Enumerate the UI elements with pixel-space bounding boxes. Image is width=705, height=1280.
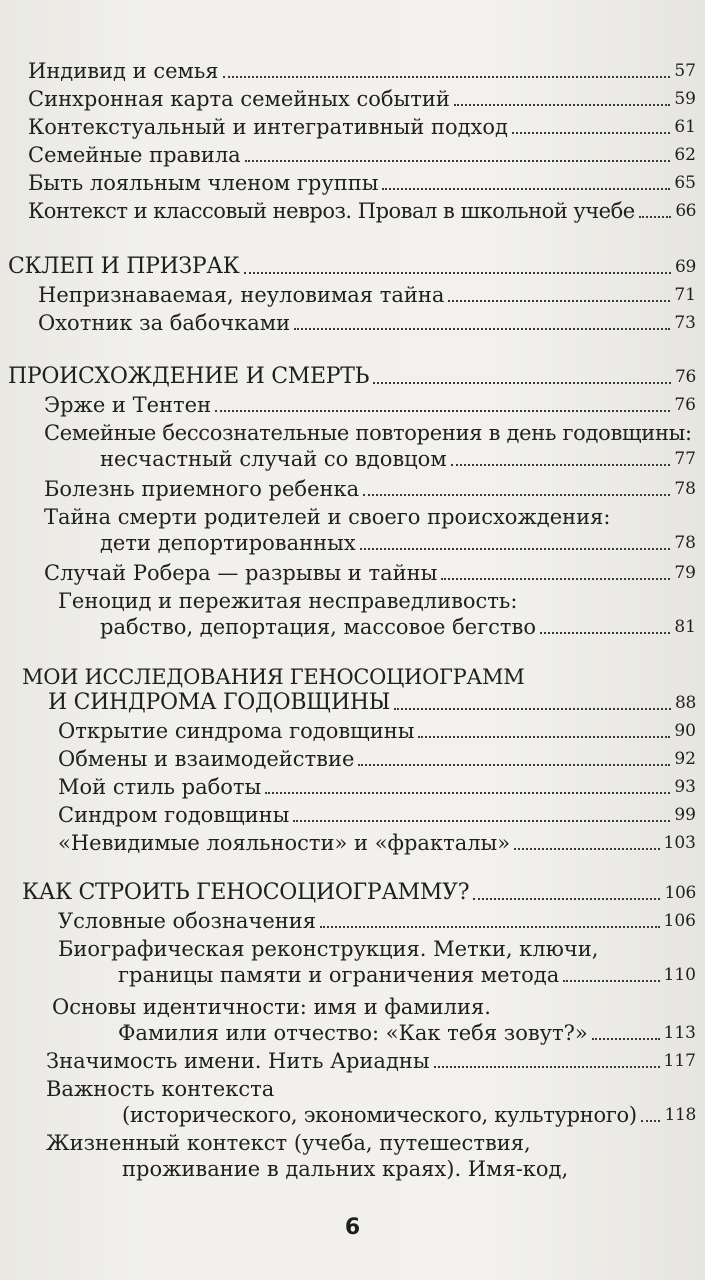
toc-section-heading: СКЛЕП И ПРИЗРАК 69 xyxy=(8,254,696,279)
toc-entry: Мой стиль работы 93 xyxy=(58,775,696,799)
toc-entry: Открытие синдрома годовщины 90 xyxy=(58,719,696,743)
toc-entry: Болезнь приемного ребенка 78 xyxy=(44,477,696,501)
toc-entry: Охотник за бабочками 73 xyxy=(38,311,696,335)
toc-entry: Условные обозначения 106 xyxy=(58,909,696,933)
toc-entry-first-line: Тайна смерти родителей и своего происхождения: xyxy=(44,505,611,529)
toc-entry: Эрже и Тентен 76 xyxy=(44,393,696,417)
toc-entry: Индивид и семья 57 xyxy=(28,59,696,83)
toc-entry: Непризнаваемая, неуловимая тайна 71 xyxy=(38,283,696,307)
toc-entry-second-line: проживание в дальних краях). Имя-код, xyxy=(122,1157,569,1181)
toc-entry: несчастный случай со вдовцом 77 xyxy=(100,447,696,471)
toc-entry: Синдром годовщины 99 xyxy=(58,803,696,827)
toc-section-heading-continued: И СИНДРОМА ГОДОВЩИНЫ 88 xyxy=(48,690,696,715)
toc-entry-first-line: Семейные бессознательные повторения в день годовщины: xyxy=(44,421,692,445)
toc-section-heading: МОИ ИССЛЕДОВАНИЯ ГЕНОСОЦИОГРАММ xyxy=(22,665,525,689)
toc-section-heading: ПРОИСХОЖДЕНИЕ И СМЕРТЬ 76 xyxy=(8,364,696,389)
toc-entry: Случай Робера — разрывы и тайны 79 xyxy=(44,561,696,585)
toc-entry: Контекст и классовый невроз. Провал в школьной учебе 66 xyxy=(28,199,696,223)
toc-entry: рабство, депортация, массовое бегство 81 xyxy=(100,615,696,639)
toc-entry: дети депортированных 78 xyxy=(100,531,696,555)
toc-entry: Значимость имени. Нить Ариадны 117 xyxy=(46,1049,696,1073)
toc-entry: Семейные правила 62 xyxy=(28,143,696,167)
toc-entry-first-line: Геноцид и пережитая несправедливость: xyxy=(58,589,518,613)
page-number: 6 xyxy=(344,1215,361,1240)
toc-section-heading: КАК СТРОИТЬ ГЕНОСОЦИОГРАММУ? 106 xyxy=(22,880,696,905)
toc-entry-first-line: Жизненный контекст (учеба, путешествия, xyxy=(46,1131,531,1155)
toc-entry: Обмены и взаимодействие 92 xyxy=(58,747,696,771)
toc-entry: Быть лояльным членом группы 65 xyxy=(28,171,696,195)
toc-entry-first-line: Биографическая реконструкция. Метки, ключи, xyxy=(58,937,599,961)
toc-entry-first-line: Важность контекста xyxy=(46,1077,275,1101)
toc-entry: (исторического, экономического, культурного) 118 xyxy=(122,1103,696,1127)
toc-entry: Фамилия или отчество: «Как тебя зовут?» 113 xyxy=(118,1021,696,1045)
toc-entry: Синхронная карта семейных событий 59 xyxy=(28,87,696,111)
toc-entry-first-line: Основы идентичности: имя и фамилия. xyxy=(52,995,491,1019)
toc-entry: Контекстуальный и интегративный подход 61 xyxy=(28,115,696,139)
toc-entry: границы памяти и ограничения метода 110 xyxy=(118,963,696,987)
toc-entry: «Невидимые лояльности» и «фракталы» 103 xyxy=(58,831,696,855)
